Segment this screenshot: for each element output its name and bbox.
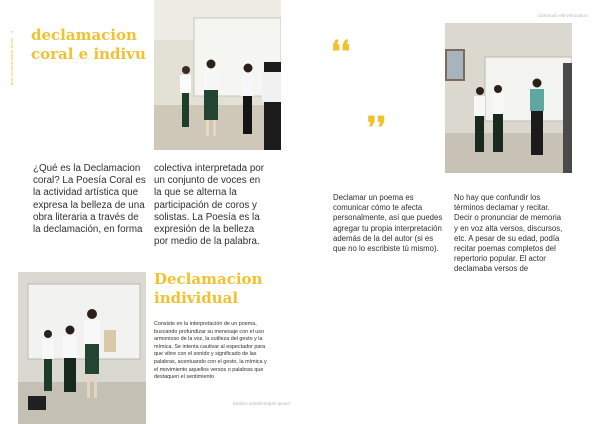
students-reciting-photo-3 xyxy=(18,272,146,424)
students-reciting-photo-1 xyxy=(154,0,281,150)
coral-paragraph-part1: ¿Qué es la Declamacion coral? La Poesía Coral es la actividad artística que expresa la belleza de una obra literaria a través de la declamación, en forma xyxy=(33,163,146,236)
open-quote-icon: ❛❛ xyxy=(331,35,351,70)
page-title: declamacion coral e indivu xyxy=(31,26,146,63)
caption-text: facilisis condimentum ipsum xyxy=(232,401,290,406)
individual-paragraph: Consiste en la interpretación de un poema, buscando profundizar su menesaje con el uso armonioso de la voz, la sutileza del gesto y la mímica. Se intenta cautivar al espectador para que vibre con el sonido y significado de las palabras, acentuando con el gesto, la mímica y el movimiento aquellos versos o palabras que destaquen el sentimiento xyxy=(154,321,267,381)
terms-paragraph: No hay que confundir los términos declamar y recitar. Decir o pronunciar de memoria y en voz alta versos, discursos, etc. A pesar de su edad, podía recitar poemas completos del repertorio popular. El actor declamaba versos de xyxy=(454,193,563,274)
margin-text: text ornamentique feuse · 4 xyxy=(9,30,14,85)
quote-paragraph: Declamar un poema es comunicar cómo te afecta personalmente, así que puedes agregar tu propia interpretación además de la del autor (si es que no lo escribiste tú mismo). xyxy=(333,193,443,254)
section-subtitle: Declamacion individual xyxy=(154,270,263,307)
header-text: commodo elit vehicula in xyxy=(537,13,588,18)
coral-paragraph-part2: colectiva interpretada por un conjunto de voces en la que se alterna la participación de coros y solistas. La Poesía es la expresión de la belleza por medio de la palabra. xyxy=(154,163,265,248)
close-quote-icon: ❜❜ xyxy=(367,111,387,146)
students-reciting-photo-2 xyxy=(445,23,572,173)
